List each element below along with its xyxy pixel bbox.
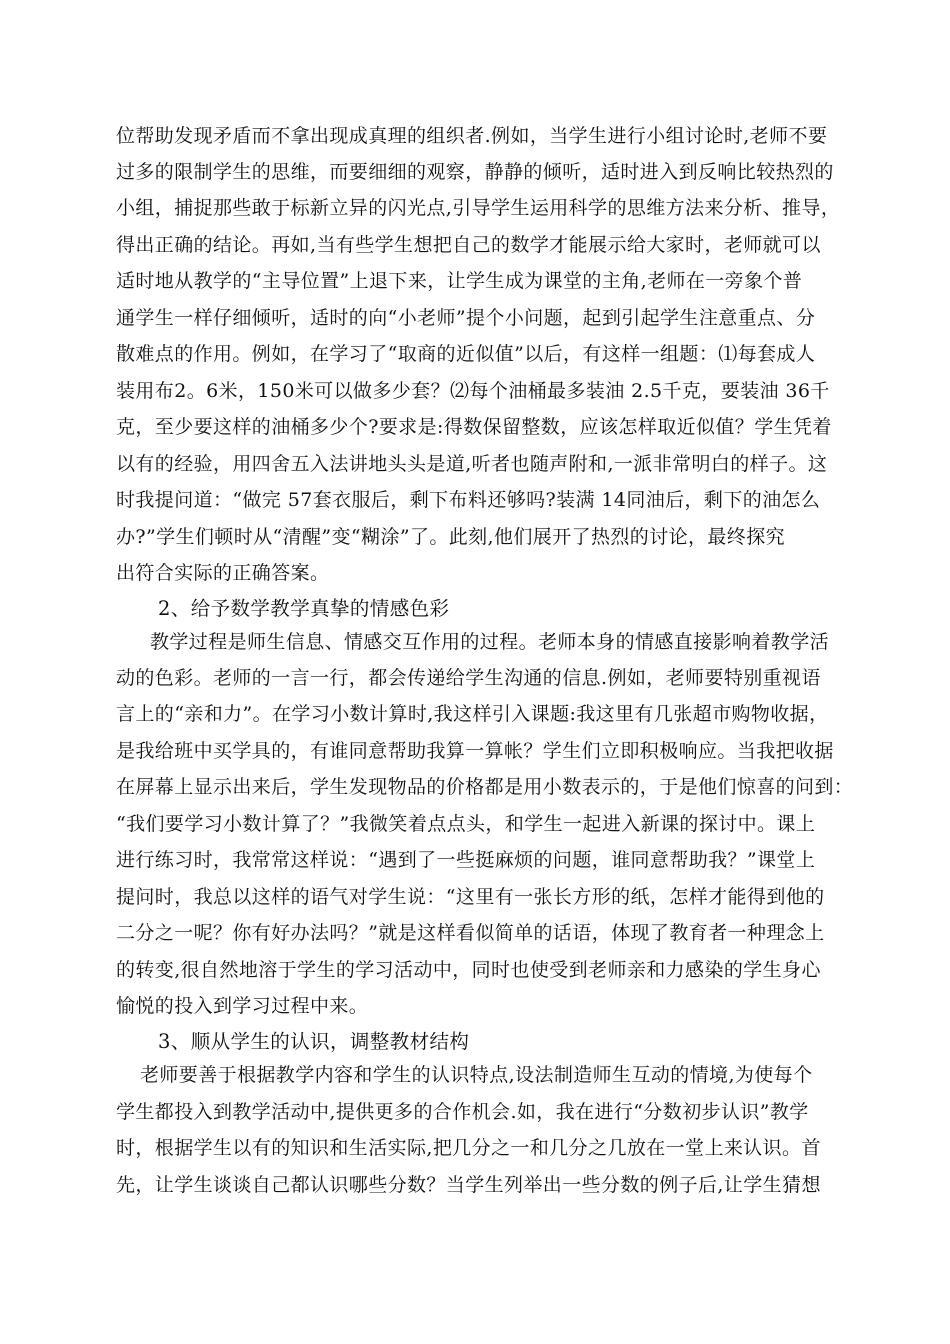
text-line: 时，根据学生以有的知识和生活实际,把几分之一和几分之几放在一堂上来认识。首 (116, 1137, 821, 1159)
text-line: 教学过程是师生信息、情感交互作用的过程。老师本身的情感直接影响着教学活 (150, 631, 830, 653)
text-line: 小组，捕捉那些敢于标新立异的闪光点,引导学生运用科学的思维方法来分析、推导， (116, 197, 841, 219)
text-line: 老师要善于根据教学内容和学生的认识特点,设法制造师生互动的情境,为使每个 (140, 1064, 813, 1086)
text-line: 适时地从教学的“主导位置”上退下来，让学生成为课堂的主角,老师在一旁象个普 (116, 270, 803, 292)
text-line: 先，让学生谈谈自己都认识哪些分数？当学生列举出一些分数的例子后,让学生猜想 (116, 1174, 821, 1196)
text-line: 过多的限制学生的思维，而要细细的观察，静静的倾听，适时进入到反响比较热烈的 (116, 161, 834, 183)
text-line: 是我给班中买学具的，有谁同意帮助我算一算帐？学生们立即积极响应。当我把收据 (116, 740, 834, 762)
text-line: 散难点的作用。例如，在学习了“取商的近似值”以后，有这样一组题：⑴每套成人 (116, 343, 816, 365)
text-line: 装用布2。6米，150米可以做多少套？⑵每个油桶最多装油 2.5千克，要装油 36千 (116, 380, 830, 402)
section-heading-2: 2、给予数学教学真挚的情感色彩 (158, 597, 450, 620)
text-line: “我们要学习小数计算了？”我微笑着点点头，和学生一起进入新课的探讨中。课上 (116, 813, 816, 835)
text-line: 二分之一呢？你有好办法吗？”就是这样看似简单的话语，体现了教育者一种理念上 (116, 922, 825, 944)
text-line: 学生都投入到教学活动中,提供更多的合作机会.如，我在进行“分数初步认识”教学 (116, 1101, 809, 1123)
text-line: 的转变,很自然地溶于学生的学习活动中，同时也使受到老师亲和力感染的学生身心 (116, 959, 821, 981)
text-line: 位帮助发现矛盾而不拿出现成真理的组织者.例如，当学生进行小组讨论时,老师不要 (116, 125, 828, 147)
text-line: 得出正确的结论。再如,当有些学生想把自己的数学才能展示给大家时，老师就可以 (116, 234, 821, 256)
text-line: 出符合实际的正确答案。 (116, 562, 330, 584)
text-line: 办?”学生们顿时从“清醒”变“糊涂”了。此刻,他们展开了热烈的讨论，最终探究 (116, 526, 785, 548)
text-line: 愉悦的投入到学习过程中来。 (116, 995, 369, 1017)
text-line: 以有的经验，用四舍五入法讲地头头是道,听者也随声附和,一派非常明白的样子。这 (116, 453, 828, 475)
text-line: 进行练习时，我常常这样说：“遇到了一些挺麻烦的问题，谁同意帮助我？”课堂上 (116, 849, 816, 871)
text-line: 言上的“亲和力”。在学习小数计算时,我这样引入课题:我这里有几张超市购物收据， (116, 703, 829, 725)
text-line: 克，至少要这样的油桶多少个?要求是:得数保留整数，应该怎样取近似值？学生凭着 (116, 416, 832, 438)
text-line: 通学生一样仔细倾听，适时的向“小老师”提个小问题，起到引起学生注意重点、分 (116, 307, 816, 329)
text-line: 时我提问道：“做完 57套衣服后，剩下布料还够吗?装满 14同油后，剩下的油怎么 (116, 489, 821, 511)
text-line: 提问时，我总以这样的语气对学生说：“这里有一张长方形的纸，怎样才能得到他的 (116, 886, 825, 908)
text-line: 动的色彩。老师的一言一行，都会传递给学生沟通的信息.例如，老师要特别重视语 (116, 667, 821, 689)
section-heading-3: 3、顺从学生的认识，调整教材结构 (158, 1030, 470, 1053)
text-line: 在屏幕上显示出来后，学生发现物品的价格都是用小数表示的，于是他们惊喜的问到： (116, 776, 854, 798)
